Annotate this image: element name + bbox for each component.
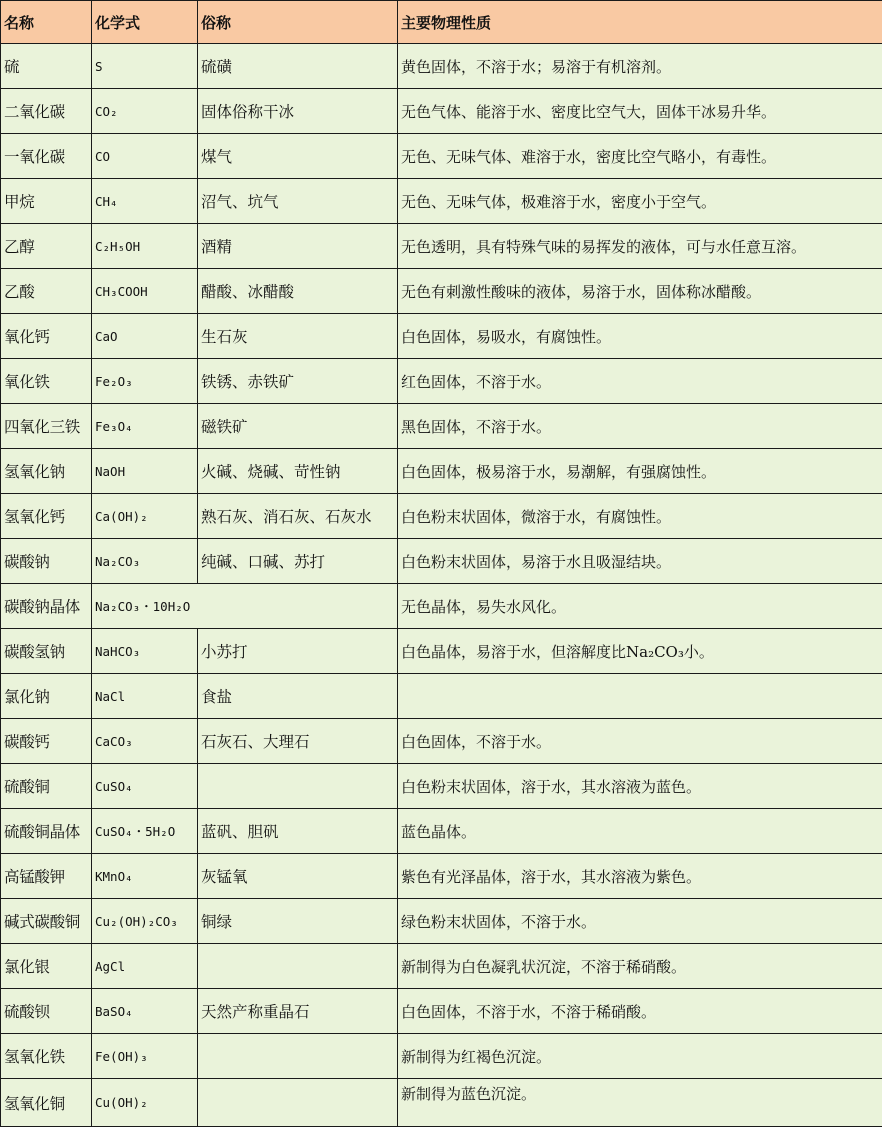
properties-cell: 新制得为蓝色沉淀。 xyxy=(398,1079,882,1127)
common-name-cell: 铁锈、赤铁矿 xyxy=(198,359,398,404)
common-name-cell: 固体俗称干冰 xyxy=(198,89,398,134)
formula-cell: Na₂CO₃ xyxy=(92,539,198,584)
formula-cell: Fe₃O₄ xyxy=(92,404,198,449)
formula-cell: NaOH xyxy=(92,449,198,494)
formula-cell: CH₃COOH xyxy=(92,269,198,314)
name-cell: 乙醇 xyxy=(1,224,92,269)
name-cell: 碳酸钠晶体 xyxy=(1,584,92,629)
table-row xyxy=(1,44,882,89)
name-cell: 硫酸铜 xyxy=(1,764,92,809)
header-properties: 主要物理性质 xyxy=(398,1,882,44)
name-cell: 硫酸钡 xyxy=(1,989,92,1034)
table-row xyxy=(1,674,882,719)
common-name-cell: 磁铁矿 xyxy=(198,404,398,449)
properties-cell: 红色固体，不溶于水。 xyxy=(398,359,882,404)
table-row xyxy=(1,764,882,809)
common-name-cell: 蓝矾、胆矾 xyxy=(198,809,398,854)
common-name-cell: 酒精 xyxy=(198,224,398,269)
common-name-cell: 沼气、坑气 xyxy=(198,179,398,224)
properties-cell: 无色、无味气体、难溶于水，密度比空气略小，有毒性。 xyxy=(398,134,882,179)
properties-cell: 无色透明，具有特殊气味的易挥发的液体，可与水任意互溶。 xyxy=(398,224,882,269)
name-cell: 氢氧化钠 xyxy=(1,449,92,494)
table-row xyxy=(1,899,882,944)
formula-cell: AgCl xyxy=(92,944,198,989)
name-cell: 氯化银 xyxy=(1,944,92,989)
properties-cell: 白色粉末状固体，溶于水，其水溶液为蓝色。 xyxy=(398,764,882,809)
properties-cell: 新制得为白色凝乳状沉淀，不溶于稀硝酸。 xyxy=(398,944,882,989)
common-name-cell: 石灰石、大理石 xyxy=(198,719,398,764)
table-row xyxy=(1,494,882,539)
properties-cell: 无色、无味气体，极难溶于水，密度小于空气。 xyxy=(398,179,882,224)
name-cell: 氢氧化钙 xyxy=(1,494,92,539)
formula-cell: CH₄ xyxy=(92,179,198,224)
formula-cell: NaHCO₃ xyxy=(92,629,198,674)
common-name-cell: 煤气 xyxy=(198,134,398,179)
table-row xyxy=(1,1079,882,1127)
table-row xyxy=(1,584,882,629)
table-row xyxy=(1,1034,882,1079)
properties-cell: 白色粉末状固体，易溶于水且吸湿结块。 xyxy=(398,539,882,584)
common-name-cell: 灰锰氧 xyxy=(198,854,398,899)
formula-cell: CO₂ xyxy=(92,89,198,134)
name-cell: 乙酸 xyxy=(1,269,92,314)
table-row xyxy=(1,854,882,899)
properties-cell: 白色固体，易吸水，有腐蚀性。 xyxy=(398,314,882,359)
formula-cell: CO xyxy=(92,134,198,179)
properties-cell: 白色晶体，易溶于水，但溶解度比Na₂CO₃小。 xyxy=(398,629,882,674)
common-name-cell: 食盐 xyxy=(198,674,398,719)
common-name-cell xyxy=(198,1079,398,1127)
table-row xyxy=(1,404,882,449)
formula-cell: CaCO₃ xyxy=(92,719,198,764)
properties-cell: 白色粉末状固体，微溶于水，有腐蚀性。 xyxy=(398,494,882,539)
common-name-cell: 硫磺 xyxy=(198,44,398,89)
name-cell: 一氧化碳 xyxy=(1,134,92,179)
properties-cell: 白色固体，不溶于水，不溶于稀硝酸。 xyxy=(398,989,882,1034)
formula-cell: CuSO₄ xyxy=(92,764,198,809)
table-row xyxy=(1,629,882,674)
common-name-cell: 醋酸、冰醋酸 xyxy=(198,269,398,314)
formula-cell: Cu₂(OH)₂CO₃ xyxy=(92,899,198,944)
name-cell: 硫 xyxy=(1,44,92,89)
formula-cell: Fe₂O₃ xyxy=(92,359,198,404)
properties-cell: 新制得为红褐色沉淀。 xyxy=(398,1034,882,1079)
properties-cell: 紫色有光泽晶体，溶于水，其水溶液为紫色。 xyxy=(398,854,882,899)
header-name: 名称 xyxy=(1,1,92,44)
table-row xyxy=(1,224,882,269)
common-name-cell xyxy=(198,1034,398,1079)
formula-cell: Ca(OH)₂ xyxy=(92,494,198,539)
header-formula: 化学式 xyxy=(92,1,198,44)
common-name-cell: 火碱、烧碱、苛性钠 xyxy=(198,449,398,494)
name-cell: 二氧化碳 xyxy=(1,89,92,134)
formula-cell: Fe(OH)₃ xyxy=(92,1034,198,1079)
name-cell: 碳酸氢钠 xyxy=(1,629,92,674)
name-cell: 甲烷 xyxy=(1,179,92,224)
name-cell: 碳酸钠 xyxy=(1,539,92,584)
table-row xyxy=(1,89,882,134)
name-cell: 碱式碳酸铜 xyxy=(1,899,92,944)
common-name-cell: 天然产称重晶石 xyxy=(198,989,398,1034)
table-row xyxy=(1,539,882,584)
table-row xyxy=(1,314,882,359)
table-row xyxy=(1,944,882,989)
formula-cell: S xyxy=(92,44,198,89)
formula-cell: Na₂CO₃・10H₂O xyxy=(92,584,398,629)
formula-cell: BaSO₄ xyxy=(92,989,198,1034)
name-cell: 氢氧化铜 xyxy=(1,1079,92,1127)
table-body xyxy=(1,44,882,1127)
name-cell: 四氧化三铁 xyxy=(1,404,92,449)
name-cell: 高锰酸钾 xyxy=(1,854,92,899)
properties-cell: 白色固体，极易溶于水，易潮解，有强腐蚀性。 xyxy=(398,449,882,494)
table-row xyxy=(1,989,882,1034)
name-cell: 氧化钙 xyxy=(1,314,92,359)
formula-cell: CaO xyxy=(92,314,198,359)
table-row xyxy=(1,179,882,224)
properties-cell: 蓝色晶体。 xyxy=(398,809,882,854)
name-cell: 硫酸铜晶体 xyxy=(1,809,92,854)
name-cell: 氯化钠 xyxy=(1,674,92,719)
common-name-cell: 铜绿 xyxy=(198,899,398,944)
formula-cell: KMnO₄ xyxy=(92,854,198,899)
properties-cell: 无色有刺激性酸味的液体，易溶于水，固体称冰醋酸。 xyxy=(398,269,882,314)
common-name-cell: 小苏打 xyxy=(198,629,398,674)
formula-cell: Cu(OH)₂ xyxy=(92,1079,198,1127)
table-row xyxy=(1,449,882,494)
properties-cell: 无色气体、能溶于水、密度比空气大，固体干冰易升华。 xyxy=(398,89,882,134)
table-row xyxy=(1,359,882,404)
properties-cell: 黄色固体，不溶于水；易溶于有机溶剂。 xyxy=(398,44,882,89)
common-name-cell xyxy=(198,944,398,989)
table-row xyxy=(1,134,882,179)
name-cell: 碳酸钙 xyxy=(1,719,92,764)
header-common-name: 俗称 xyxy=(198,1,398,44)
table-row xyxy=(1,809,882,854)
common-name-cell: 熟石灰、消石灰、石灰水 xyxy=(198,494,398,539)
header-row xyxy=(1,1,882,44)
name-cell: 氢氧化铁 xyxy=(1,1034,92,1079)
properties-cell: 无色晶体，易失水风化。 xyxy=(398,584,882,629)
properties-cell: 黑色固体，不溶于水。 xyxy=(398,404,882,449)
name-cell: 氧化铁 xyxy=(1,359,92,404)
common-name-cell xyxy=(198,764,398,809)
formula-cell: C₂H₅OH xyxy=(92,224,198,269)
properties-cell: 白色固体，不溶于水。 xyxy=(398,719,882,764)
properties-cell: 绿色粉末状固体，不溶于水。 xyxy=(398,899,882,944)
table-row xyxy=(1,719,882,764)
formula-cell: NaCl xyxy=(92,674,198,719)
table-row xyxy=(1,269,882,314)
common-name-cell: 纯碱、口碱、苏打 xyxy=(198,539,398,584)
properties-cell xyxy=(398,674,882,719)
formula-cell: CuSO₄・5H₂O xyxy=(92,809,198,854)
common-name-cell: 生石灰 xyxy=(198,314,398,359)
